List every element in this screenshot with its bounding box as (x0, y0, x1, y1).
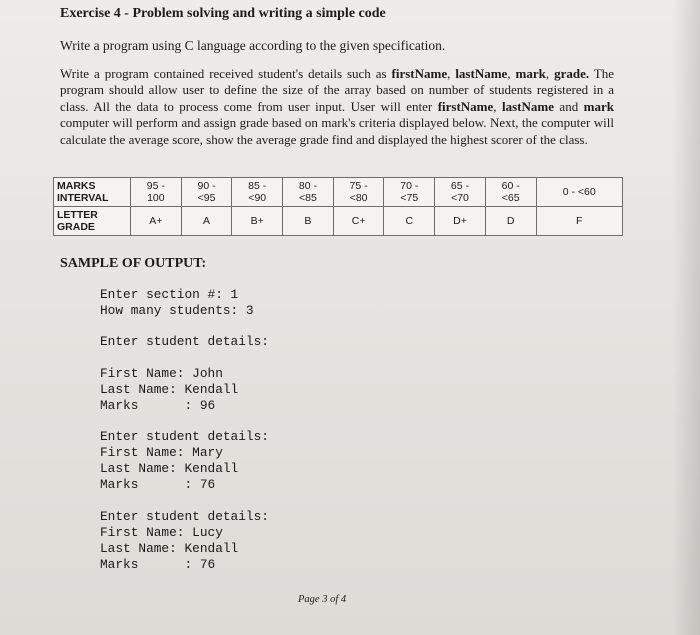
interval-cell (536, 178, 623, 207)
field-keyword: lastName (501, 98, 554, 114)
description-text: and (553, 98, 584, 114)
console-line: How many students: 3 (100, 303, 254, 318)
sample-output-heading: SAMPLE OF OUTPUT: (60, 256, 207, 271)
interval-range: 0 - <60 (562, 186, 596, 198)
description-text: The program should allow user to define the size of the array based on number of students registered in a class. All the data to process come from user input. User will enter (60, 66, 615, 114)
specification-line: Write a program using C language according to the given specification. (60, 38, 446, 53)
marks-interval-header (54, 178, 131, 207)
grade-cell: B (283, 207, 334, 236)
letter-grade-row (54, 207, 623, 236)
field-keyword: mark (515, 66, 546, 81)
interval-upper: <85 (299, 192, 317, 204)
interval-lower: 75 - (349, 180, 368, 192)
description-text: computer will perform and assign grade based on mark's criteria displayed below. Next, the computer will calculate the average score, show the average grade find and displayed the highest scorer of the class. (60, 115, 614, 147)
console-line: Enter section #: 1 (100, 287, 239, 302)
interval-upper: <90 (248, 192, 267, 204)
header-line: MARKS (57, 180, 96, 192)
problem-description (60, 66, 614, 148)
description-text: , (447, 66, 456, 81)
console-line: First Name: John (100, 366, 223, 381)
description-text: , (545, 66, 555, 81)
console-line: Last Name: Kendall (100, 461, 239, 476)
grade-cell: A (181, 207, 232, 236)
interval-cell (181, 178, 232, 207)
interval-lower: 90 - (197, 180, 216, 192)
page-number: Page 3 of 4 (298, 594, 347, 605)
page-shadow-edge (672, 0, 700, 635)
console-block-student-2 (100, 429, 269, 493)
console-line: Marks : 96 (100, 398, 216, 413)
interval-lower: 70 - (400, 180, 419, 192)
console-line: Last Name: Kendall (100, 541, 239, 556)
console-line: First Name: Lucy (100, 525, 223, 540)
grade-cell: B+ (232, 207, 283, 236)
interval-lower: 85 - (248, 180, 267, 192)
grade-cell: C+ (333, 207, 384, 236)
description-text: , (493, 98, 502, 114)
console-block-prompt (100, 334, 269, 350)
field-keyword: grade. (554, 66, 590, 81)
interval-cell (435, 178, 486, 207)
interval-cell (131, 178, 182, 207)
interval-lower: 60 - (501, 180, 520, 192)
interval-cell (485, 178, 536, 207)
exercise-title: Exercise 4 - Problem solving and writing a simple code (60, 6, 386, 21)
interval-upper: 100 (147, 192, 165, 204)
interval-upper: <80 (349, 192, 368, 204)
console-block-student-1 (100, 366, 238, 414)
console-block-section (100, 287, 254, 319)
field-keyword: firstName (391, 66, 448, 81)
interval-upper: <70 (451, 192, 469, 204)
grade-cell: D+ (435, 207, 486, 236)
interval-lower: 80 - (298, 180, 317, 192)
interval-upper: <95 (197, 192, 216, 204)
grade-cell: C (384, 207, 435, 236)
header-line: GRADE (57, 221, 95, 233)
interval-lower: 95 - (146, 180, 165, 192)
description-text: , (507, 66, 516, 81)
interval-cell (283, 178, 334, 207)
interval-cell (232, 178, 283, 207)
field-keyword: mark (583, 98, 614, 114)
header-line: LETTER (57, 209, 98, 221)
marks-interval-row (54, 178, 623, 207)
console-line: Enter student details: (100, 334, 269, 349)
interval-upper: <65 (501, 192, 520, 204)
description-text: Write a program contained received student's details such as (60, 66, 392, 81)
grade-criteria-table (53, 177, 623, 236)
console-line: Marks : 76 (100, 477, 216, 492)
field-keyword: lastName (455, 66, 508, 81)
console-line: First Name: Mary (100, 445, 223, 460)
interval-upper: <75 (400, 192, 419, 204)
interval-cell (384, 178, 435, 207)
field-keyword: firstName (437, 98, 494, 114)
grade-cell: A+ (131, 207, 182, 236)
console-block-student-3 (100, 509, 269, 573)
console-line: Marks : 76 (100, 557, 216, 572)
header-line: INTERVAL (57, 192, 109, 204)
console-line: Enter student details: (100, 509, 269, 524)
interval-lower: 65 - (450, 180, 470, 192)
grade-cell: D (485, 207, 536, 236)
letter-grade-header (54, 207, 131, 236)
console-line: Last Name: Kendall (100, 382, 239, 397)
interval-cell (333, 178, 384, 207)
grade-cell: F (536, 207, 623, 236)
console-line: Enter student details: (100, 429, 269, 444)
